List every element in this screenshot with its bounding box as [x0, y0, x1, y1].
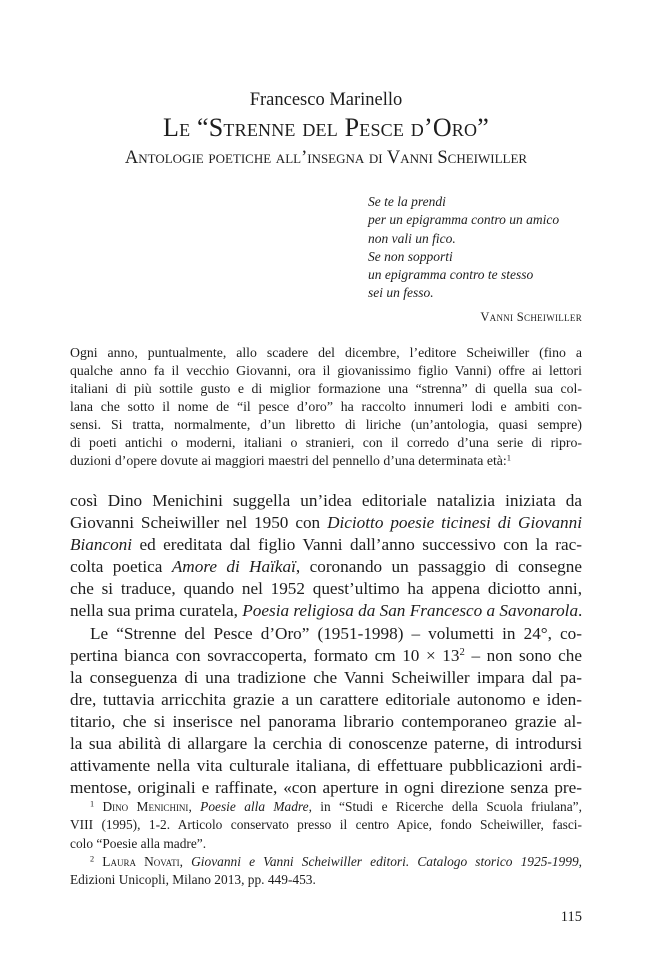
footnote-title: Giovanni e Vanni Scheiwiller editori. Catalogo storico 1925-1999: [191, 853, 579, 869]
body-segment: pertina bianca con sovraccoperta, formato cm 10 × 13: [70, 645, 460, 665]
footnote-text: ,: [578, 853, 582, 869]
body-line: [70, 645, 582, 667]
body-line: così Dino Menichini suggella un’idea editoriale natalizia iniziata da: [70, 491, 582, 510]
book-title: Bianconi: [70, 535, 133, 555]
article-title: Le “Strenne del Pesce d’Oro”: [163, 113, 489, 142]
intro-quote: [70, 344, 582, 470]
body-line: [70, 556, 582, 578]
intro-line: Ogni anno, puntualmente, allo scadere del dicembre, l’editore Scheiwiller (fino a: [70, 345, 582, 360]
body-segment: , coronando un passaggio di consegne: [295, 557, 582, 577]
book-title: Diciotto poesie ticinesi di Giovanni: [327, 513, 583, 533]
intro-line: qualche anno fa il vecchio Giovanni, ora il giovanissimo figlio Vanni) offre ai lettori: [70, 363, 582, 378]
body-line: la sua abilità di allargare la cerchia di conoscenze paterne, di introdursi: [70, 734, 582, 754]
epigraph-line: un epigramma contro te stesso: [368, 267, 534, 283]
footnote-ref-2: 2: [459, 646, 465, 658]
body-line: [70, 600, 582, 622]
footnote-title: Poesie alla Madre: [200, 799, 309, 814]
author-name: Francesco Marinello: [249, 90, 403, 110]
body-line: mentose, originali e raffinate, «con aperture in ogni direzione senza pre-: [70, 778, 582, 798]
epigraph-line: per un epigramma contro un amico: [368, 212, 560, 228]
article-subtitle: Antologie poetiche all’insegna di Vanni Scheiwiller: [124, 148, 528, 168]
footnotes: [70, 798, 582, 889]
footnote-author: Laura Novati: [102, 853, 180, 869]
intro-line: di poeti antichi o moderni, italiani o stranieri, con il corredo d’una serie di ripro-: [70, 435, 582, 450]
body-line: titario, che si inserisce nel panorama librario contemporaneo grazie al-: [70, 711, 582, 731]
footnote-line: Edizioni Unicopli, Milano 2013, pp. 449-453.: [70, 872, 316, 888]
body-line: Le “Strenne del Pesce d’Oro” (1951-1998) – volumetti in 24°, co-: [90, 623, 582, 643]
body-text: [70, 490, 582, 799]
body-line: [70, 534, 582, 556]
body-segment: Giovanni Scheiwiller nel 1950 con: [70, 513, 328, 533]
body-segment: ed ereditata dal figlio Vanni dall’anno successivo con la rac-: [132, 535, 582, 555]
footnote-marker: 2: [90, 854, 95, 864]
epigraph-line: non vali un fico.: [368, 230, 456, 246]
page-number: 115: [560, 909, 582, 925]
footnote-marker: 1: [90, 799, 95, 809]
epigraph: [368, 193, 582, 326]
body-segment: – non sono che: [464, 645, 582, 665]
epigraph-line: Se te la prendi: [368, 194, 446, 209]
body-segment: .: [578, 601, 583, 621]
intro-line: sensi. Si tratta, normalmente, d’un libretto di liriche (un’antologia, quasi sempre): [70, 417, 582, 432]
body-line: dre, tuttavia arricchita grazie a un carattere editoriale autonomo e iden-: [70, 689, 582, 709]
body-line: [70, 512, 582, 534]
footnote-1: $^1$ Dino Menichini, Poesie alla Madre, in “Studi e Ricerche della Scuola friulana”,: [90, 799, 582, 814]
epigraph-line: Se non sopporti: [368, 248, 453, 264]
book-title: Amore di Haïkaï: [171, 557, 296, 577]
footnote-text: , in “Studi e Ricerche della Scuola friulana”,: [308, 799, 582, 814]
epigraph-attribution: Vanni Scheiwiller: [480, 309, 582, 324]
intro-line: lana che sotto il nome de “il pesce d’oro” ha raccolto innumeri lodi e ambiti con-: [70, 399, 582, 414]
intro-line: italiani di più sottile gusto e di miglior formazione una “strenna” di quella sua col-: [70, 381, 582, 396]
body-segment: nella sua prima curatela,: [70, 601, 243, 621]
body-line: attivamente nella vita culturale italiana, di effettuare pubblicazioni ardi-: [70, 756, 582, 776]
body-line: che si traduce, quando nel 1952 quest’ultimo ha appena diciotto anni,: [70, 579, 582, 599]
intro-line: [70, 452, 582, 470]
footnote-2: $^2$ Laura Novati, Giovanni e Vanni Scheiwiller editori. Catalogo storico 1925-1999,: [90, 853, 582, 869]
book-title: Poesia religiosa da San Francesco a Savonarola: [242, 601, 579, 621]
footnote-ref-1: 1: [506, 452, 512, 463]
epigraph-line: sei un fesso.: [368, 285, 434, 301]
footnote-line: VIII (1995), 1-2. Articolo conservato presso il centro Apice, fondo Scheiwiller, fasci-: [70, 817, 582, 833]
footnote-line: colo “Poesie alla madre”.: [70, 835, 207, 851]
footnote-author: Dino Menichini: [102, 799, 189, 814]
body-segment: colta poetica: [70, 557, 172, 577]
intro-line-text: duzioni d’opere dovute ai maggiori maestri del pennello d’una determinata età:: [70, 453, 507, 468]
body-line: la conseguenza di una tradizione che Vanni Scheiwiller impara dal pa-: [70, 667, 582, 687]
